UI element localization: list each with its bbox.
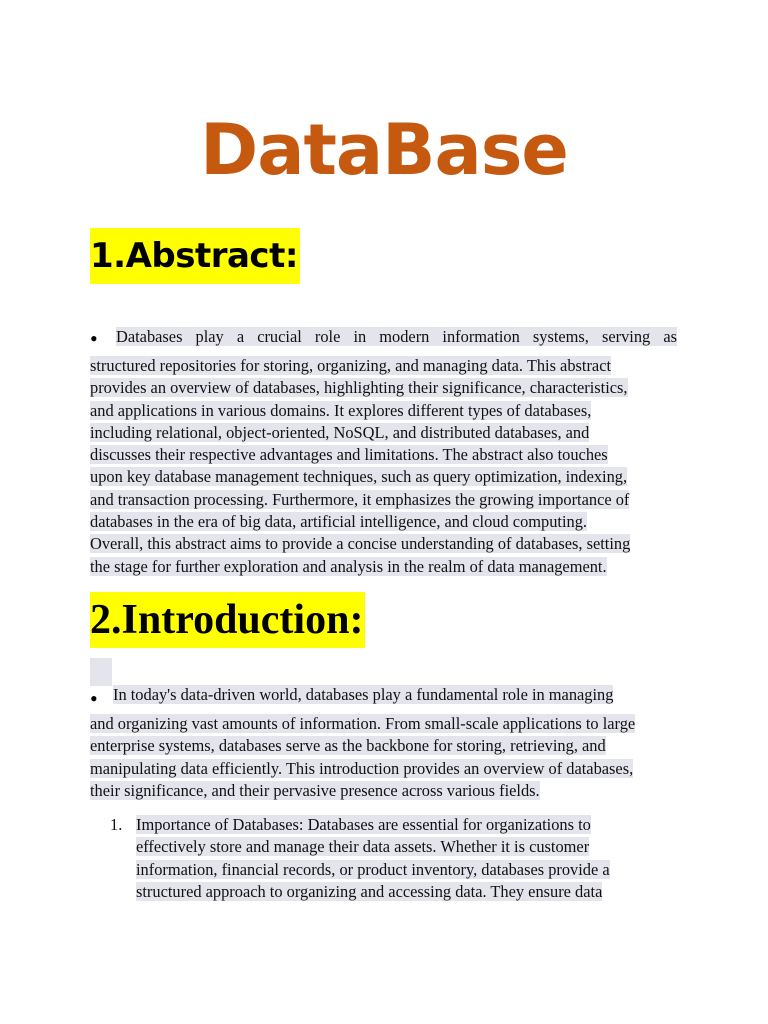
- document-title: DataBase: [200, 109, 568, 191]
- introduction-paragraph: [90, 713, 680, 802]
- introduction-bullet: •: [90, 686, 98, 711]
- list-item-body: [136, 814, 646, 903]
- list-item-line: structured approach to organizing and accessing data. They ensure data: [136, 881, 603, 901]
- abstract-line: and transaction processing. Furthermore, it emphasizes the growing importance of: [90, 489, 630, 509]
- abstract-line: including relational, object-oriented, NoSQL, and distributed databases, and: [90, 422, 590, 442]
- abstract-bullet: •: [90, 326, 98, 351]
- introduction-line: manipulating data efficiently. This introduction provides an overview of databases,: [90, 758, 634, 778]
- introduction-line: enterprise systems, databases serve as the backbone for storing, retrieving, and: [90, 736, 606, 756]
- abstract-line: structured repositories for storing, organizing, and managing data. This abstract: [90, 356, 612, 375]
- abstract-paragraph: [90, 355, 677, 578]
- abstract-line: upon key database management techniques, such as query optimization, indexing,: [90, 467, 628, 487]
- abstract-first-line-text: Databases play a crucial role in modern information systems, serving as: [116, 327, 677, 346]
- list-item-line: effectively store and manage their data assets. Whether it is customer: [136, 837, 590, 857]
- abstract-heading: 1.Abstract:: [90, 228, 300, 284]
- highlight-block: [90, 658, 112, 686]
- abstract-line: discusses their respective advantages and limitations. The abstract also touches: [90, 445, 608, 465]
- abstract-line: the stage for further exploration and analysis in the realm of data management.: [90, 556, 607, 576]
- abstract-first-line: [116, 326, 677, 348]
- introduction-line: their significance, and their pervasive presence across various fields.: [90, 780, 540, 800]
- list-item-line: information, financial records, or product inventory, databases provide a: [136, 859, 610, 879]
- list-item-number: 1.: [110, 815, 123, 834]
- abstract-line: and applications in various domains. It explores different types of databases,: [90, 400, 592, 420]
- introduction-heading: 2.Introduction:: [90, 592, 365, 648]
- introduction-first-line-text: In today's data-driven world, databases play a fundamental role in managing: [113, 685, 614, 704]
- introduction-line: and organizing vast amounts of information. From small-scale applications to large: [90, 714, 636, 733]
- abstract-line: databases in the era of big data, artificial intelligence, and cloud computing.: [90, 512, 588, 532]
- abstract-line: Overall, this abstract aims to provide a concise understanding of databases, setting: [90, 534, 631, 554]
- abstract-line: provides an overview of databases, highlighting their significance, characteristics,: [90, 378, 628, 398]
- introduction-first-line: [113, 684, 653, 706]
- list-item-line: Importance of Databases: Databases are essential for organizations to: [136, 815, 591, 834]
